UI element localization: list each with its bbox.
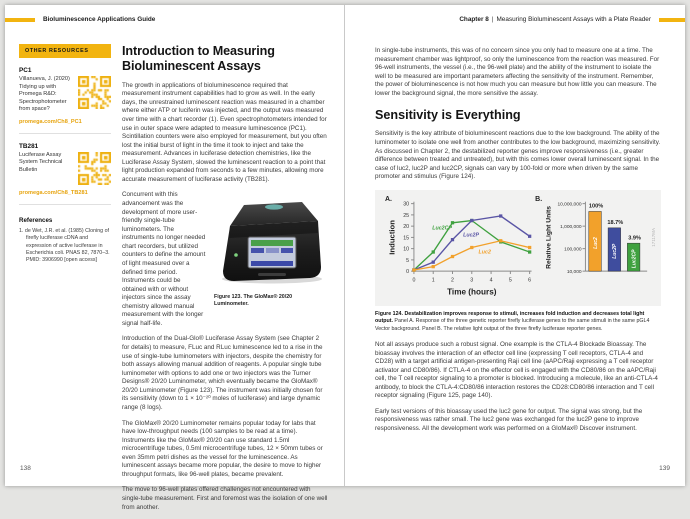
section-title-introduction: Introduction to Measuring Bioluminescent Assays [122, 44, 275, 73]
svg-text:Luc2: Luc2 [478, 249, 491, 256]
accent-bar [659, 18, 685, 22]
resource-pc1 [19, 67, 111, 125]
svg-text:3.9%: 3.9% [628, 235, 642, 242]
svg-text:2: 2 [451, 277, 454, 284]
svg-text:18.7%: 18.7% [607, 219, 624, 226]
svg-text:20: 20 [403, 223, 410, 230]
figure-caption-rest: Panel A. Response of the three genetic reporter firefly luciferase genes to the same stimuli in the same pGL4 Vector background. Panel B. The relative light output of the three firefly luciferase reporter genes. [375, 318, 650, 332]
svg-text:1: 1 [431, 277, 435, 284]
svg-text:4: 4 [489, 277, 493, 284]
svg-text:10: 10 [403, 246, 410, 253]
svg-text:Luc2CP: Luc2CP [432, 225, 452, 232]
page-right [345, 5, 685, 486]
svg-text:17117MA: 17117MA [651, 227, 657, 247]
paragraph: Introduction of the Dual-Glo® Luciferase Assay System (see Chapter 2 for details) to measure, FLuc and RLuc luminescence led to a rise in the use of single-tube luminometers with injectors, despite the chemistry for both assays allowing manual addition of reagents. A popular single tube luminometer with options to add one or two injectors was the Turner Designs® 20/20 Luminometer, which eventually became the GloMax® 20/20 Luminometer (Figure 123). The instrument was initially chosen for its sensitivity (down to 1 × 10⁻²⁰ moles of luciferase) and large dynamic range (8 logs). [122, 335, 323, 411]
svg-text:5: 5 [406, 257, 410, 264]
svg-text:10,000: 10,000 [567, 269, 582, 275]
svg-text:0: 0 [412, 277, 416, 284]
accent-bar [5, 18, 35, 22]
resource-link-tb281[interactable]: promega.com/Ch8_TB281 [19, 189, 88, 196]
resource-id: TB281 [19, 142, 39, 150]
qr-code-pc1 [78, 76, 111, 109]
paragraph-with-figure [122, 191, 328, 328]
svg-text:6: 6 [528, 277, 532, 284]
paragraph: In single-tube instruments, this was of no concern since you only had to measure one at a time. The measurement chamber was lightproof, so only the luminescence from the reaction was measured. For 96-well instruments, the vessel (i.e., the 96-well plate) and the ability of the instrument to isolate the well to be measured are important parameters affecting the sensitivity of the instrument. Remember, the power of bioluminescence is not how much you can measure but how little you can measure. The lower the background signal, the more sensitive the assay. [375, 47, 660, 97]
svg-text:0: 0 [406, 268, 410, 275]
qr-code-tb281 [78, 152, 111, 185]
light-output-bar-chart [543, 194, 661, 302]
panel-a-label: A. [385, 195, 392, 203]
paragraph: Concurrent with this advancement was the development of more user-friendly single-tube luminometers. The instruments no longer needed chart recorders, but utilized counters to define the amount of light measured over a defined time period. Instruments could be obtained with or without injectors since the assay chemistry allowed manual measurement with the longer signal half-life. [122, 191, 206, 327]
sidebar-divider [19, 204, 111, 205]
page-left [5, 5, 345, 511]
resource-tb281 [19, 143, 111, 196]
svg-text:Luc2CP: Luc2CP [631, 249, 638, 268]
chapter-title: Measuring Bioluminescent Assays with a Plate Reader [496, 16, 651, 23]
resource-description: Villanueva, J. (2020) Tidying up with Promega R&D: Spectrophotometer from space? [19, 76, 70, 113]
references-heading: References [19, 216, 53, 224]
guide-title: Bioluminescence Applications Guide [43, 16, 156, 23]
glomax-luminometer-image [214, 193, 328, 285]
document-spread [5, 5, 685, 511]
panel-b-label: B. [535, 195, 543, 203]
paragraph: The move to 96-well plates offered challenges not encountered with single-tube measurement. First and foremost was the isolation of one well from another. [122, 486, 328, 511]
svg-text:10,000,000: 10,000,000 [557, 202, 582, 208]
figure-caption-lead: Figure 124. Destabilization improves response to stimuli, increases fold induction and decreases total light output. [375, 310, 645, 325]
paragraph: Early test versions of this bioassay used the luc2 gene for output. The signal was strong, but the responsiveness was rather small. The luc2 gene was exchanged for the luc2P gene to improve responsiveness. All the development work was performed on a GloMax® Discover instrument. [375, 407, 643, 433]
other-resources-sidebar [19, 44, 111, 519]
right-running-header [459, 16, 685, 23]
chapter-label: Chapter 8 [459, 16, 489, 23]
svg-text:25: 25 [403, 212, 410, 219]
figure-124 [375, 190, 661, 306]
svg-text:100%: 100% [589, 203, 604, 210]
figure-123 [214, 193, 328, 308]
page-number-138: 138 [20, 465, 31, 472]
figure-123-caption: Figure 123. The GloMax® 20/20 Luminometer. [214, 294, 293, 308]
header-separator: | [491, 16, 494, 23]
svg-text:30: 30 [403, 201, 410, 208]
svg-text:100,000: 100,000 [564, 247, 582, 253]
resource-link-pc1[interactable]: promega.com/Ch8_PC1 [19, 118, 82, 125]
paragraph: The growth in applications of bioluminescence required that measurement instrument capabilities had to grow as well. In the early days, the unrestrained luminescent reaction was measured in a chamber where either ATP or luciferin was injected, and the output was measured over time with a chart recorder (1). Even spectrophotometers intended for use in outer space were adapted to measure luminescence (PC1). Scintillation counters were also employed for measurement, but you often lost the initial burst of light in the time it took to inject and take the measurement. Advances in luciferase detection chemistries, like the Luciferase Assay System, slowed the luminescent reaction to a point that light production expanded from seconds to a few minutes, allowing more accurate measurement of luciferase activity (TB281). [122, 81, 327, 183]
svg-text:Luc2: Luc2 [593, 236, 600, 249]
svg-text:1,000,000: 1,000,000 [560, 224, 582, 230]
svg-text:5: 5 [508, 277, 512, 284]
svg-text:Time (hours): Time (hours) [447, 287, 497, 297]
other-resources-heading: OTHER RESOURCES [19, 44, 111, 58]
svg-text:Luc2P: Luc2P [612, 243, 619, 259]
svg-text:Relative Light Units: Relative Light Units [546, 205, 554, 269]
svg-text:Luc2P: Luc2P [463, 232, 480, 239]
left-running-header [5, 16, 344, 23]
paragraph: The GloMax® 20/20 Luminometer remains popular today for labs that have low-throughput needs (100 samples to be read at a time). Instruments like the GloMax® 20/20 can use standard 1.5ml microcentrifuge tubes, 0.5ml microcentrifuge tubes, 12 × 50mm tubes or even 35mm petri dishes as the vessel for the luminescence. As luminescent assays became more popular, the desire to move to higher throughput formats, like 96-well plates, became prevalent. [122, 419, 323, 478]
reference-entry: 1. de Wet, J.R. et al. (1985) Cloning of firefly luciferase cDNA and expression of active luciferase in Escherichia coli. PNAS 82, 7870–3. PMID: 3906990 [open access] [19, 227, 110, 264]
resource-id: PC1 [19, 67, 32, 74]
resource-description: Luciferase Assay System Technical Bulletin [19, 151, 63, 173]
svg-text:15: 15 [403, 235, 410, 242]
left-main-column [122, 44, 328, 519]
figure-124-caption [375, 311, 661, 333]
section-title-sensitivity: Sensitivity is Everything [375, 108, 521, 123]
right-main-column [375, 47, 661, 441]
svg-text:Induction: Induction [387, 219, 397, 255]
paragraph: Not all assays produce such a robust signal. One example is the CTLA-4 Blockade Bioassay. The bioassay involves the interaction of an effector cell line (expressing T cell receptors, CTLA-4 and CD28) with a target artificial antigen-presenting Raji cell line (aAPC/Raji expressing a T cell receptor activator and CD80/86). If CTLA-4 on the effector cell is engaged with the CD80/86 on the aAPC/Raji cell, the T cell receptor signaling to a promoter is blocked. Introducing a molecule, like an anti-CTLA-4 antibody, to block the CTLA-4:CD80/86 interaction restores the CD28:CD80/86 interaction and T cell receptor signaling (Figure 125, page 140). [375, 340, 658, 400]
paragraph: Sensitivity is the key attribute of bioluminescent reactions due to the low background. The ability of the luminometer to isolate one well from another contributes to the low background, maximizing sensitivity. As discussed in Chapter 2, the destabilized reporter genes improve responsiveness (i.e., greater difference between treated and untreated), but with this comes lower overall luminescent signal. In the case of luc2, luc2P and luc2CP, signals can vary by 100-fold or more when driven by the same promoter and stimulus (Figure 124). [375, 130, 661, 181]
sidebar-divider [19, 133, 111, 134]
induction-line-chart [385, 194, 537, 302]
page-number-139: 139 [659, 465, 670, 472]
svg-text:3: 3 [470, 277, 474, 284]
